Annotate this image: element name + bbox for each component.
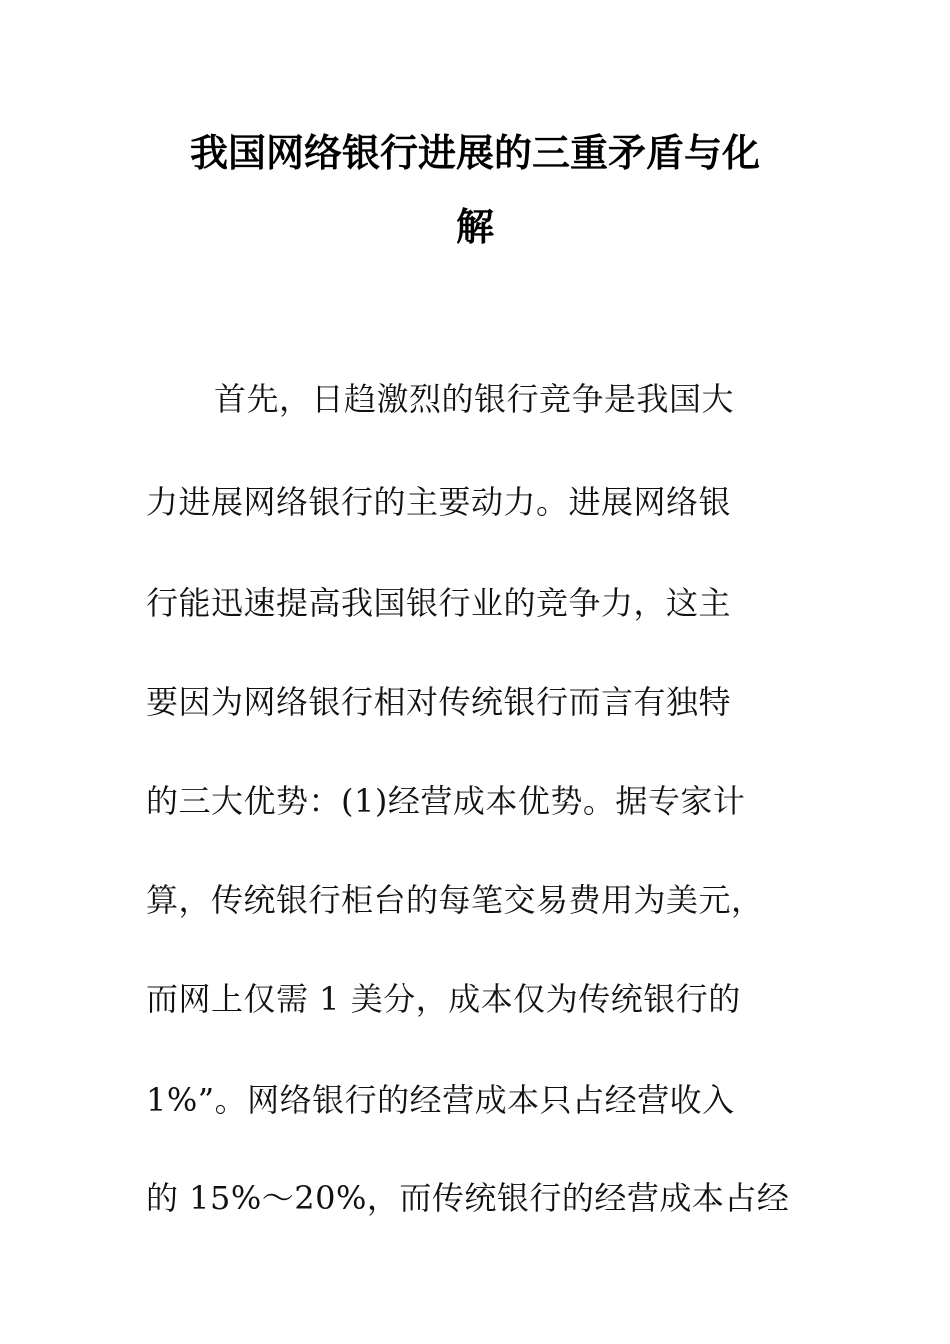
body-line-9: 的 15%～20%，而传统银行的经营成本占经 — [146, 1179, 790, 1217]
body-line-1: 首先，日趋激烈的银行竞争是我国大 — [214, 380, 735, 418]
document-title-line-2: 解 — [455, 205, 494, 249]
document-title-line-1: 我国网络银行进展的三重矛盾与化 — [189, 131, 760, 175]
body-line-7: 而网上仅需 1 美分，成本仅为传统银行的 — [146, 980, 741, 1018]
body-line-8: 1%”。网络银行的经营成本只占经营收入 — [146, 1081, 735, 1119]
body-line-4: 要因为网络银行相对传统银行而言有独特 — [146, 683, 732, 721]
body-line-5: 的三大优势：(1)经营成本优势。据专家计 — [146, 782, 746, 820]
body-line-3: 行能迅速提高我国银行业的竞争力，这主 — [146, 584, 732, 622]
body-line-2: 力进展网络银行的主要动力。进展网络银 — [146, 483, 732, 521]
body-line-6: 算，传统银行柜台的每笔交易费用为美元， — [146, 881, 764, 919]
